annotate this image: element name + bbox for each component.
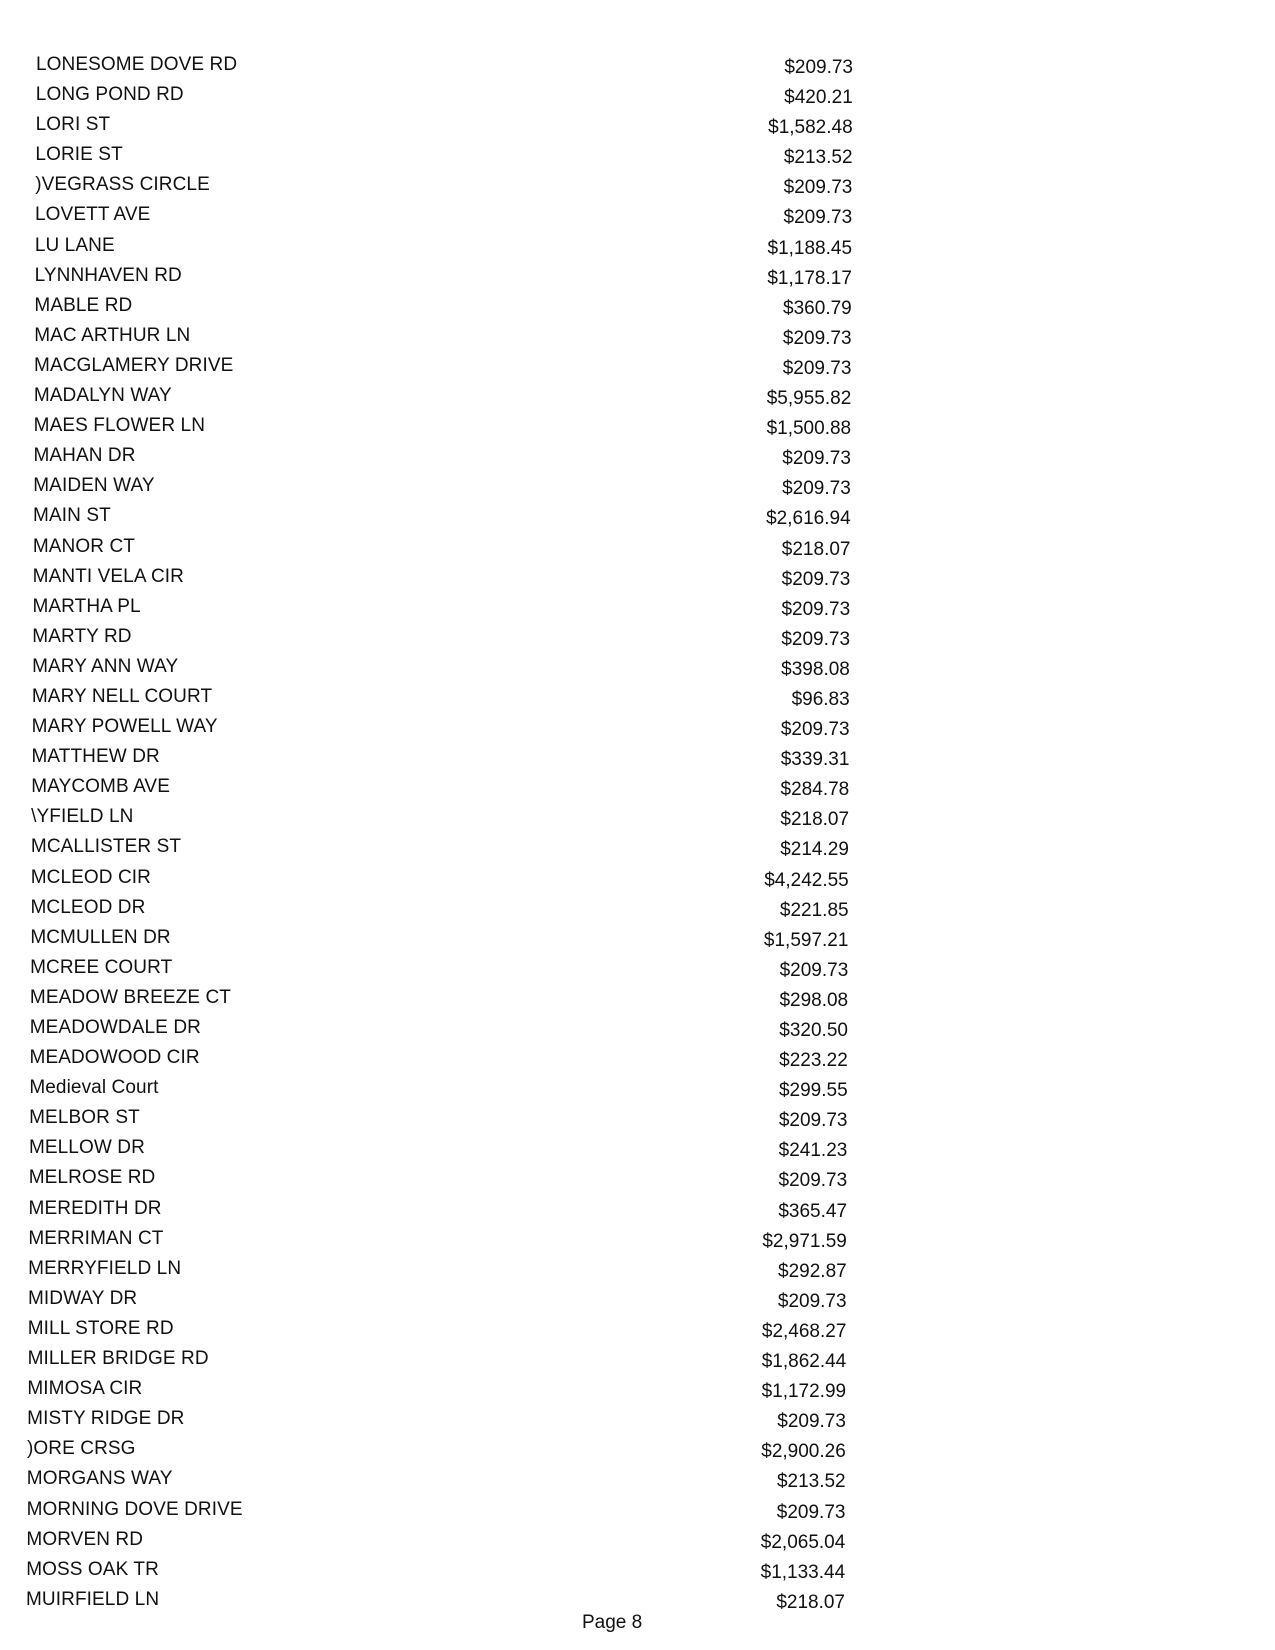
list-item (0, 1555, 1275, 1585)
street-name: MIDWAY DR (27, 1287, 138, 1309)
street-amount: $209.73 (782, 478, 851, 500)
street-name: MORVEN RD (26, 1528, 144, 1550)
street-name: MELROSE RD (28, 1167, 156, 1189)
street-amount: $209.73 (777, 1290, 847, 1312)
street-name: MARTHA PL (32, 595, 141, 617)
street-name: LONESOME DOVE RD (36, 54, 238, 75)
street-amount: $1,500.88 (766, 418, 852, 440)
street-name: LU LANE (34, 234, 115, 256)
list-item (0, 562, 1275, 592)
list-item (0, 200, 1275, 230)
street-amount: $1,582.48 (768, 117, 853, 139)
street-amount: $241.23 (778, 1140, 848, 1162)
list-item (0, 140, 1275, 170)
street-amount: $339.31 (780, 749, 850, 771)
street-name: MEADOWDALE DR (29, 1017, 201, 1038)
street-amount: $4,242.55 (764, 869, 849, 891)
list-item (0, 712, 1275, 742)
list-item (0, 351, 1275, 381)
list-item (0, 802, 1275, 832)
street-amount: $209.73 (782, 357, 852, 379)
list-item (0, 1163, 1275, 1193)
street-name: MCALLISTER ST (30, 836, 182, 858)
street-name: MOSS OAK TR (26, 1558, 159, 1580)
street-amount: $1,178.17 (767, 267, 852, 289)
list-item (0, 1585, 1275, 1615)
street-name: MEADOW BREEZE CT (29, 986, 232, 1008)
street-name: MAC ARTHUR LN (34, 324, 191, 346)
street-name: MARY POWELL WAY (31, 716, 218, 738)
street-amount: $209.73 (777, 1411, 846, 1433)
list-item (0, 170, 1275, 200)
street-name: MADALYN WAY (33, 385, 172, 407)
street-name: )ORE CRSG (26, 1438, 136, 1460)
street-amount: $299.55 (778, 1080, 848, 1102)
street-name: MAYCOMB AVE (31, 776, 170, 798)
street-name: MAHAN DR (33, 445, 136, 467)
list-item (0, 742, 1275, 772)
street-amount: $209.73 (782, 448, 851, 470)
list-item (0, 1133, 1275, 1163)
list-item (0, 441, 1275, 471)
street-amount: $2,900.26 (761, 1441, 846, 1463)
list-item (0, 381, 1275, 411)
street-name: MILL STORE RD (27, 1317, 174, 1339)
street-amount: $209.73 (783, 207, 853, 229)
street-name: MAIDEN WAY (33, 475, 155, 497)
street-amount: $209.73 (781, 598, 851, 620)
list-item (0, 1043, 1275, 1073)
list-item (0, 231, 1275, 261)
street-name: LONG POND RD (35, 84, 184, 106)
street-name: MARY ANN WAY (32, 655, 179, 677)
street-amount: $209.73 (779, 959, 849, 981)
list-item (0, 592, 1275, 622)
list-item (0, 1013, 1275, 1043)
list-item (0, 953, 1275, 983)
street-name: MANOR CT (32, 535, 135, 557)
list-item (0, 1404, 1275, 1434)
street-name: MELBOR ST (29, 1107, 140, 1129)
street-name: MANTI VELA CIR (32, 565, 184, 587)
street-amount: $320.50 (779, 1020, 848, 1041)
list-item (0, 1194, 1275, 1224)
list-item (0, 1344, 1275, 1374)
street-amount: $209.73 (776, 1501, 846, 1523)
street-name: LORI ST (35, 114, 111, 136)
list-item (0, 1374, 1275, 1404)
street-name: MAIN ST (33, 505, 111, 527)
list-item (0, 863, 1275, 893)
list-item (0, 652, 1275, 682)
street-amount: $218.07 (780, 809, 850, 831)
street-amount: $365.47 (778, 1200, 848, 1222)
street-amount: $1,172.99 (761, 1381, 847, 1403)
street-amount: $209.73 (778, 1170, 848, 1192)
street-amount: $213.52 (783, 147, 853, 169)
street-name: MUIRFIELD LN (26, 1588, 160, 1610)
street-amount: $1,597.21 (763, 929, 849, 951)
list-item (0, 1495, 1275, 1525)
street-amount: $213.52 (776, 1471, 846, 1493)
street-amount: $420.21 (784, 87, 853, 109)
street-name: MCMULLEN DR (30, 926, 171, 948)
list-item (0, 983, 1275, 1013)
street-name: MCLEOD CIR (30, 866, 151, 888)
street-name: MIMOSA CIR (27, 1378, 143, 1400)
street-name: MAES FLOWER LN (33, 415, 206, 437)
street-name: MERRYFIELD LN (28, 1257, 182, 1279)
street-amount: $1,862.44 (761, 1351, 847, 1373)
list-item (0, 471, 1275, 501)
street-name: )VEGRASS CIRCLE (35, 174, 210, 196)
list-item (0, 291, 1275, 321)
list-item (0, 1254, 1275, 1284)
list-item (0, 1314, 1275, 1344)
street-amount: $298.08 (779, 989, 849, 1011)
street-amount: $360.79 (783, 297, 852, 319)
list-item (0, 411, 1275, 441)
list-item (0, 1525, 1275, 1555)
street-name: MORNING DOVE DRIVE (26, 1498, 243, 1520)
street-amount: $214.29 (780, 839, 849, 861)
street-name: MEADOWOOD CIR (29, 1047, 200, 1069)
street-name: \YFIELD LN (31, 806, 134, 828)
street-name: LYNNHAVEN RD (34, 264, 182, 286)
street-amount: $1,188.45 (767, 237, 853, 259)
street-amount: $2,616.94 (766, 508, 851, 530)
street-name: MISTY RIDGE DR (27, 1408, 185, 1430)
street-amount: $223.22 (779, 1050, 848, 1072)
street-name: MILLER BRIDGE RD (27, 1348, 209, 1370)
street-name: MABLE RD (34, 294, 133, 316)
street-name: MCLEOD DR (30, 896, 146, 918)
street-amount: $218.07 (781, 538, 851, 560)
street-list (0, 50, 1275, 1615)
street-amount: $209.73 (783, 177, 853, 199)
list-item (0, 832, 1275, 862)
street-amount: $5,955.82 (766, 388, 852, 410)
list-item (0, 622, 1275, 652)
street-name: LORIE ST (35, 144, 123, 166)
list-item (0, 893, 1275, 923)
list-item (0, 682, 1275, 712)
street-name: Medieval Court (29, 1077, 159, 1099)
list-item (0, 80, 1275, 110)
street-name: MATTHEW DR (31, 746, 160, 768)
list-item (0, 50, 1275, 80)
street-name: MERRIMAN CT (28, 1227, 164, 1249)
street-amount: $2,468.27 (761, 1320, 847, 1342)
list-item (0, 1073, 1275, 1103)
list-item (0, 321, 1275, 351)
street-name: MACGLAMERY DRIVE (34, 354, 234, 376)
list-item (0, 1464, 1275, 1494)
street-amount: $2,971.59 (762, 1230, 847, 1252)
street-amount: $209.73 (781, 568, 851, 590)
street-name: MCREE COURT (30, 956, 173, 978)
street-name: MARY NELL COURT (31, 685, 213, 707)
list-item (0, 110, 1275, 140)
street-name: MEREDITH DR (28, 1197, 162, 1219)
street-amount: $398.08 (781, 658, 850, 680)
list-item (0, 532, 1275, 562)
street-amount: $209.73 (782, 327, 852, 349)
list-item (0, 1284, 1275, 1314)
list-item (0, 1103, 1275, 1133)
street-amount: $221.85 (779, 899, 849, 921)
list-item (0, 1224, 1275, 1254)
street-amount: $218.07 (776, 1591, 845, 1613)
street-name: MELLOW DR (28, 1137, 145, 1159)
street-amount: $209.73 (780, 719, 850, 741)
street-amount: $209.73 (781, 628, 851, 650)
street-amount: $292.87 (778, 1260, 847, 1282)
street-amount: $284.78 (780, 779, 850, 801)
list-item (0, 1434, 1275, 1464)
street-amount: $2,065.04 (760, 1531, 846, 1553)
list-item (0, 261, 1275, 291)
street-amount: $209.73 (784, 57, 853, 78)
street-amount: $1,133.44 (760, 1561, 846, 1583)
list-item (0, 923, 1275, 953)
street-amount: $209.73 (778, 1110, 848, 1132)
street-amount: $96.83 (791, 688, 850, 710)
page-number: Page 8 (582, 1612, 643, 1633)
street-name: LOVETT AVE (35, 204, 151, 226)
street-name: MORGANS WAY (26, 1468, 173, 1490)
street-name: MARTY RD (32, 625, 132, 647)
list-item (0, 772, 1275, 802)
list-item (0, 501, 1275, 531)
